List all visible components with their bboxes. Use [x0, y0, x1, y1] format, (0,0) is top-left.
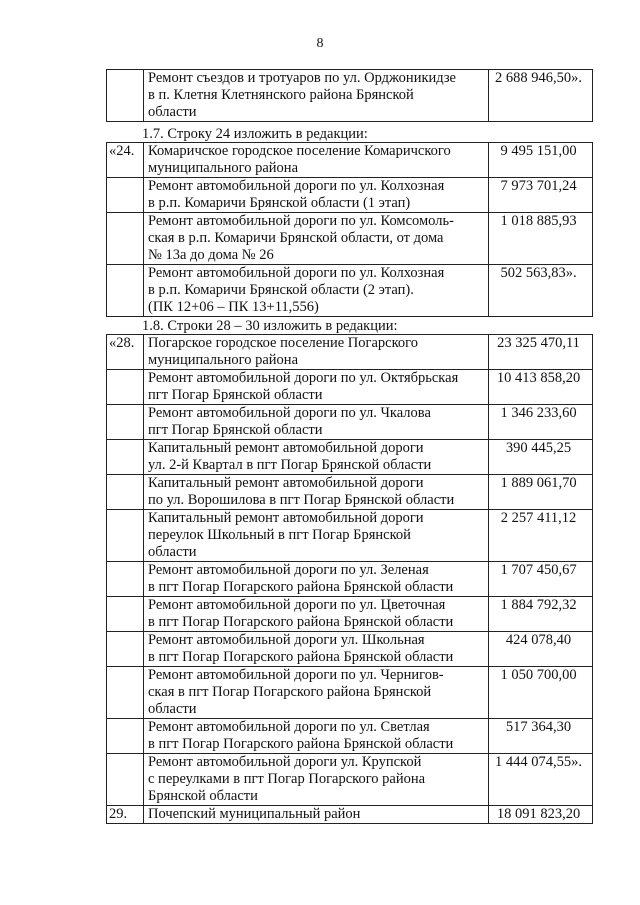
table-row: [107, 370, 593, 405]
row-description: [144, 405, 489, 440]
row-description: [144, 806, 489, 824]
description-line: Ремонт автомобильной дороги ул. Крупской: [148, 754, 422, 770]
table-row: [107, 265, 593, 317]
description-line: в р.п. Комаричи Брянской области (1 этап): [148, 195, 411, 211]
row-description: [144, 632, 489, 667]
description-line: Ремонт автомобильной дороги по ул. Светлая: [148, 719, 430, 735]
row-number: [107, 370, 144, 405]
description-line: области: [148, 701, 197, 717]
table-row: [107, 70, 593, 122]
row-description: [144, 597, 489, 632]
row-description: [144, 265, 489, 317]
table-row: [107, 806, 593, 824]
table-row: [107, 143, 593, 178]
row-amount: 1 346 233,60: [489, 405, 593, 440]
row-description: [144, 562, 489, 597]
row-amount: 2 257 411,12: [489, 510, 593, 562]
instruction-lines-28-30: 1.8. Строки 28 – 30 изложить в редакции:: [142, 318, 398, 334]
row-description: [144, 370, 489, 405]
description-line: Ремонт автомобильной дороги по ул. Чкалова: [148, 405, 431, 421]
table-row: [107, 719, 593, 754]
description-line: в пгт Погар Погарского района Брянской области: [148, 649, 454, 665]
description-line: Брянской области: [148, 788, 258, 804]
description-line: Капитальный ремонт автомобильной дороги: [148, 475, 424, 491]
row-number: [107, 178, 144, 213]
row-amount: 1 884 792,32: [489, 597, 593, 632]
description-line: Комаричское городское поселение Комаричского: [148, 143, 451, 159]
table-row: [107, 754, 593, 806]
row-amount: 1 050 700,00: [489, 667, 593, 719]
row-amount: 2 688 946,50».: [489, 70, 593, 122]
page-number: 8: [316, 36, 324, 51]
row-amount: 1 018 885,93: [489, 213, 593, 265]
description-line: муниципального района: [148, 352, 298, 368]
row-number: [107, 265, 144, 317]
row-number: «24.: [107, 143, 144, 178]
description-line: Ремонт съездов и тротуаров по ул. Орджоникидзе: [148, 70, 456, 86]
row-number: [107, 510, 144, 562]
row-amount: 23 325 470,11: [489, 335, 593, 370]
description-line: ская в р.п. Комаричи Брянской области, от дома: [148, 230, 444, 246]
table-row: [107, 440, 593, 475]
row-amount: 18 091 823,20: [489, 806, 593, 824]
description-line: Почепский муниципальный район: [148, 806, 361, 822]
table-row: [107, 597, 593, 632]
row-description: [144, 667, 489, 719]
row-number: 29.: [107, 806, 144, 824]
row-amount: 1 889 061,70: [489, 475, 593, 510]
instruction-line-24: 1.7. Строку 24 изложить в редакции:: [142, 126, 368, 142]
description-line: области: [148, 104, 197, 120]
row-number: [107, 213, 144, 265]
description-line: ская в пгт Погар Погарского района Брянской: [148, 684, 432, 700]
row-description: [144, 178, 489, 213]
table-row: [107, 510, 593, 562]
description-line: Капитальный ремонт автомобильной дороги: [148, 510, 424, 526]
row-amount: 10 413 858,20: [489, 370, 593, 405]
description-line: Ремонт автомобильной дороги по ул. Октябрьская: [148, 370, 459, 386]
description-line: области: [148, 544, 197, 560]
description-line: пгт Погар Брянской области: [148, 387, 323, 403]
description-line: пгт Погар Брянской области: [148, 422, 323, 438]
row-amount: 517 364,30: [489, 719, 593, 754]
description-line: № 13а до дома № 26: [148, 247, 274, 263]
row-number: [107, 70, 144, 122]
table-row: [107, 213, 593, 265]
table-row: [107, 562, 593, 597]
row-description: [144, 754, 489, 806]
row-amount: 1 707 450,67: [489, 562, 593, 597]
table-rows-28-29: [106, 334, 593, 824]
table-row: [107, 405, 593, 440]
description-line: в п. Клетня Клетнянского района Брянской: [148, 87, 414, 103]
description-line: в пгт Погар Погарского района Брянской области: [148, 579, 454, 595]
row-amount: 502 563,83».: [489, 265, 593, 317]
table-top: [106, 69, 593, 122]
description-line: Капитальный ремонт автомобильной дороги: [148, 440, 424, 456]
row-amount: 390 445,25: [489, 440, 593, 475]
table-row: [107, 667, 593, 719]
row-number: [107, 754, 144, 806]
row-amount: 1 444 074,55».: [489, 754, 593, 806]
description-line: в р.п. Комаричи Брянской области (2 этап).: [148, 282, 414, 298]
description-line: Ремонт автомобильной дороги по ул. Зеленая: [148, 562, 429, 578]
row-description: [144, 510, 489, 562]
row-number: [107, 405, 144, 440]
description-line: в пгт Погар Погарского района Брянской области: [148, 736, 454, 752]
row-description: [144, 475, 489, 510]
row-number: [107, 632, 144, 667]
row-number: [107, 475, 144, 510]
row-description: [144, 213, 489, 265]
row-amount: 424 078,40: [489, 632, 593, 667]
row-description: [144, 335, 489, 370]
table-row: [107, 475, 593, 510]
description-line: Ремонт автомобильной дороги по ул. Комсомоль-: [148, 213, 454, 229]
row-number: «28.: [107, 335, 144, 370]
description-line: Ремонт автомобильной дороги по ул. Колхозная: [148, 265, 445, 281]
row-description: [144, 440, 489, 475]
table-row: [107, 632, 593, 667]
row-number: [107, 667, 144, 719]
description-line: по ул. Ворошилова в пгт Погар Брянской области: [148, 492, 455, 508]
description-line: (ПК 12+06 – ПК 13+11,556): [148, 299, 319, 315]
table-row: [107, 178, 593, 213]
table-row: [107, 335, 593, 370]
row-description: [144, 143, 489, 178]
description-line: ул. 2-й Квартал в пгт Погар Брянской области: [148, 457, 432, 473]
description-line: с переулками в пгт Погар Погарского района: [148, 771, 426, 787]
row-number: [107, 597, 144, 632]
description-line: Ремонт автомобильной дороги ул. Школьная: [148, 632, 425, 648]
row-number: [107, 562, 144, 597]
description-line: Ремонт автомобильной дороги по ул. Колхозная: [148, 178, 445, 194]
description-line: Ремонт автомобильной дороги по ул. Цветочная: [148, 597, 446, 613]
row-description: [144, 70, 489, 122]
row-number: [107, 719, 144, 754]
description-line: переулок Школьный в пгт Погар Брянской: [148, 527, 411, 543]
row-amount: 7 973 701,24: [489, 178, 593, 213]
row-description: [144, 719, 489, 754]
description-line: муниципального района: [148, 160, 298, 176]
row-amount: 9 495 151,00: [489, 143, 593, 178]
row-number: [107, 440, 144, 475]
description-line: в пгт Погар Погарского района Брянской области: [148, 614, 454, 630]
description-line: Погарское городское поселение Погарского: [148, 335, 418, 351]
description-line: Ремонт автомобильной дороги по ул. Чернигов-: [148, 667, 444, 683]
table-row-24: [106, 142, 593, 317]
